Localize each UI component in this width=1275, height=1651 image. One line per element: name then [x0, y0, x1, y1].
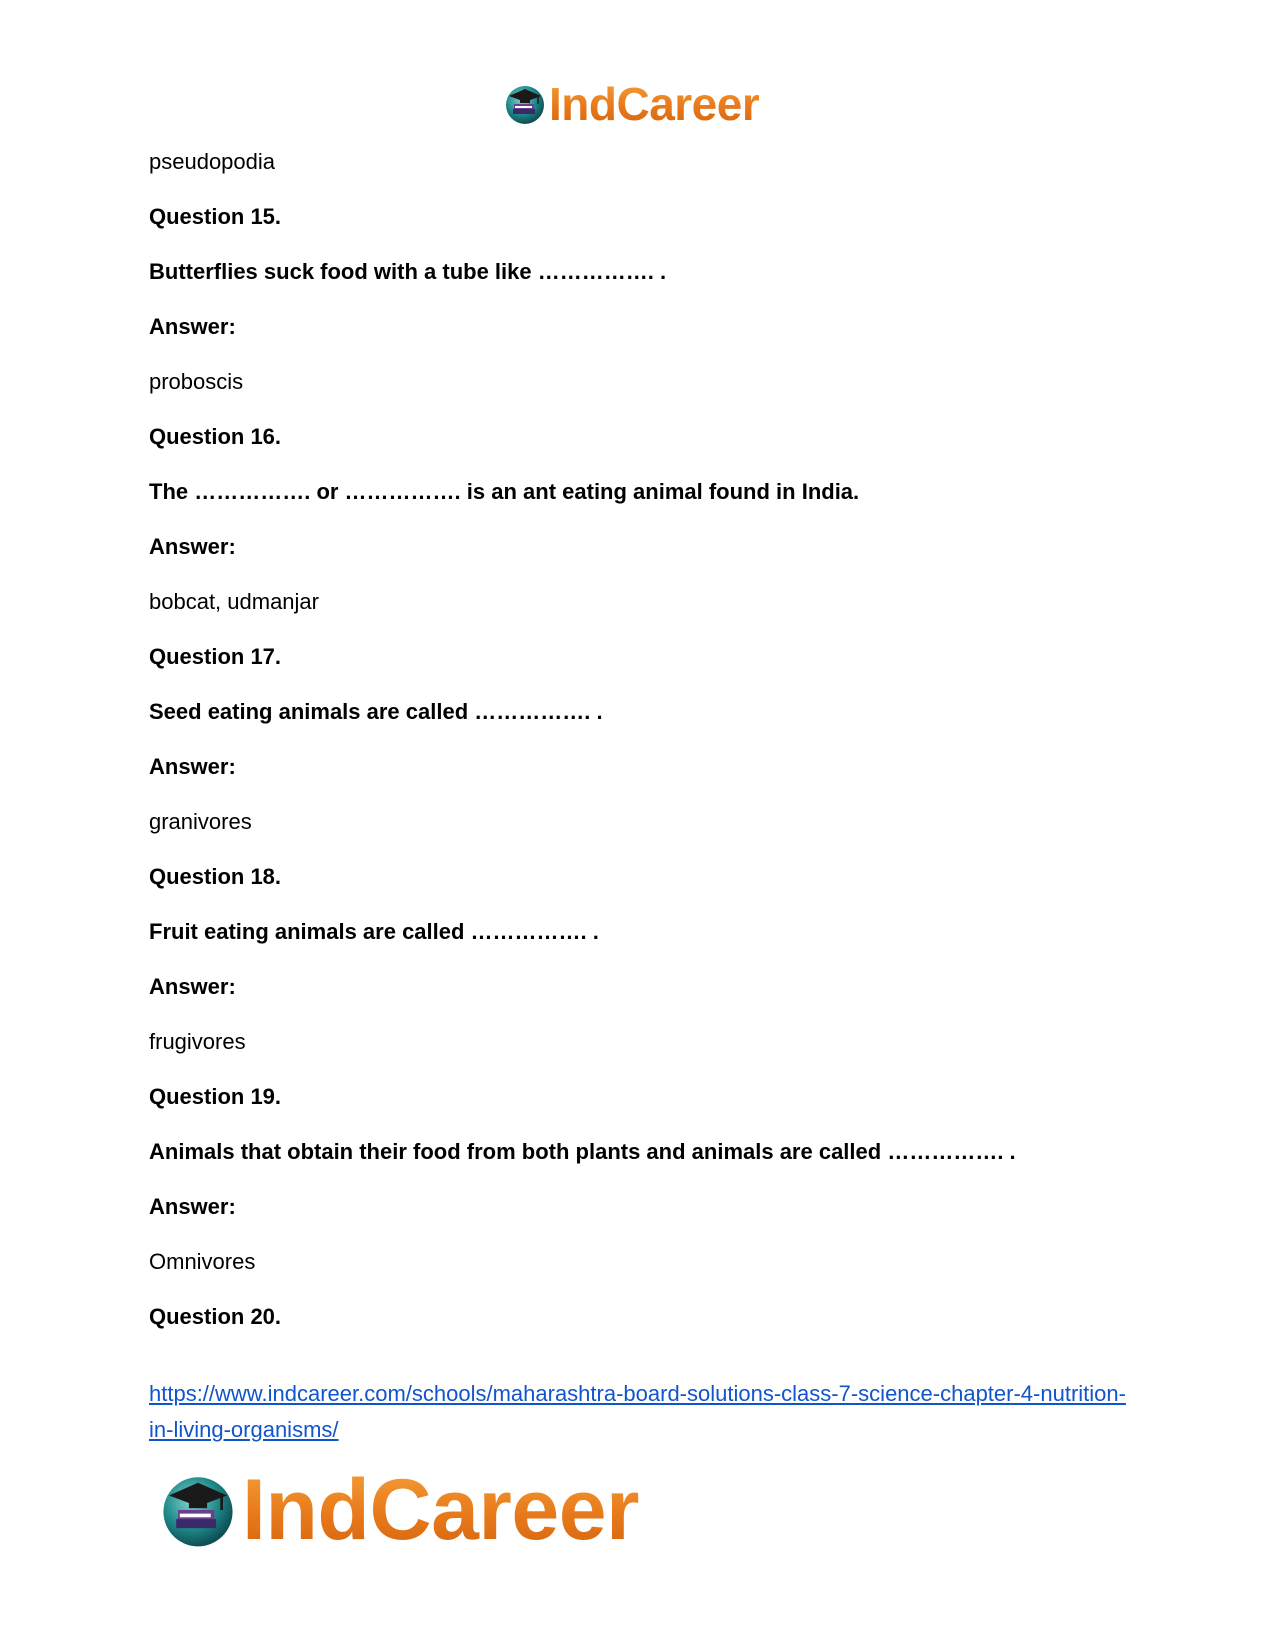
- answer-text: pseudopodia: [149, 149, 276, 174]
- answer-label: Answer:: [149, 534, 236, 559]
- question-number: Question 15.: [149, 204, 282, 229]
- graduation-globe-icon: [158, 1470, 238, 1550]
- question-number: Question 18.: [149, 864, 282, 889]
- question-text: Fruit eating animals are called ……………. .: [149, 919, 599, 944]
- question-number: Question 20.: [149, 1304, 282, 1329]
- answer-text: bobcat, udmanjar: [149, 589, 319, 614]
- question-text: Seed eating animals are called ……………. .: [149, 699, 603, 724]
- question-text: The ……………. or ……………. is an ant eating animal found in India.: [149, 479, 860, 504]
- answer-text: Omnivores: [149, 1249, 256, 1274]
- answer-text: frugivores: [149, 1029, 246, 1054]
- question-text: Butterflies suck food with a tube like ……………. .: [149, 259, 667, 284]
- answer-label: Answer:: [149, 974, 236, 999]
- header-logo-text: IndCareer: [549, 78, 760, 130]
- question-number: Question 17.: [149, 644, 282, 669]
- question-number: Question 16.: [149, 424, 282, 449]
- answer-text: proboscis: [149, 369, 244, 394]
- header-logo: [503, 78, 759, 130]
- source-link[interactable]: https://www.indcareer.com/schools/maharashtra-board-solutions-class-7-science-chapter-4-nutrition-in-living-organisms/: [149, 1381, 1126, 1442]
- footer-logo: [158, 1462, 639, 1558]
- question-text: Animals that obtain their food from both plants and animals are called ……………. .: [149, 1139, 1016, 1164]
- question-number: Question 19.: [149, 1084, 282, 1109]
- graduation-globe-icon: [503, 82, 547, 126]
- answer-label: Answer:: [149, 754, 236, 779]
- footer-logo-text: IndCareer: [242, 1462, 639, 1558]
- answer-text: granivores: [149, 809, 252, 834]
- answer-label: Answer:: [149, 314, 236, 339]
- answer-label: Answer:: [149, 1194, 236, 1219]
